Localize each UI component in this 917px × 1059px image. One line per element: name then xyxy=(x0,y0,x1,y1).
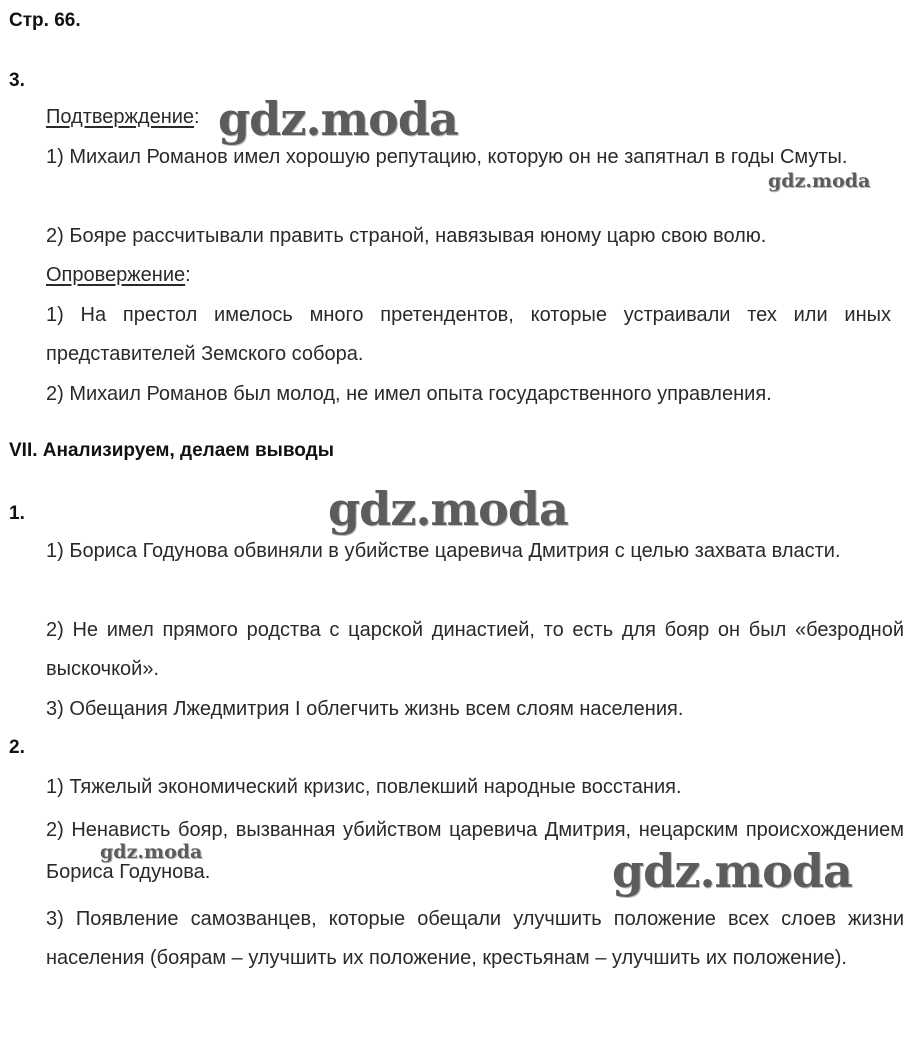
confirm-item-2: 2) Бояре рассчитывали править страной, навязывая юному царю свою волю. xyxy=(46,225,767,247)
watermark-logo: gdz.moda xyxy=(768,170,871,192)
section-title: VII. Анализируем, делаем выводы xyxy=(9,440,334,461)
watermark-logo: gdz.moda xyxy=(100,841,203,863)
watermark-logo: gdz.moda xyxy=(218,92,458,146)
task-1-number: 1. xyxy=(9,503,25,524)
task-3-number: 3. xyxy=(9,70,25,91)
page-header: Стр. 66. xyxy=(9,10,81,31)
task-1-item-1: 1) Бориса Годунова обвиняли в убийстве царевича Дмитрия с целью захвата власти. xyxy=(46,540,841,562)
task-2-item-3: 3) Появление самозванцев, которые обещали улучшить положение всех слоев жизни населения (боярам – улучшить их положение, крестьянам – улучшить их положение). xyxy=(46,908,904,969)
refute-item-2: 2) Михаил Романов был молод, не имел опыта государственного управления. xyxy=(46,383,772,405)
task-2-item-1: 1) Тяжелый экономический кризис, повлекший народные восстания. xyxy=(46,776,682,798)
refute-label: Опровержение xyxy=(46,264,186,286)
confirm-label: Подтверждение xyxy=(46,106,195,128)
refute-item-1: 1) На престол имелось много претендентов, которые устраивали тех или иных представителей Земского собора. xyxy=(46,304,891,365)
task-2-number: 2. xyxy=(9,737,25,758)
confirm-item-1: 1) Михаил Романов имел хорошую репутацию, которую он не запятнал в годы Смуты. xyxy=(46,146,848,168)
refute-heading: Опровержение: xyxy=(46,264,191,286)
confirm-heading: Подтверждение: xyxy=(46,106,200,128)
watermark-logo: gdz.moda xyxy=(612,844,852,898)
task-1-item-3: 3) Обещания Лжедмитрия I облегчить жизнь всем слоям населения. xyxy=(46,698,684,720)
task-2-item-2: 2) Ненависть бояр, вызванная убийством царевича Дмитрия, нецарским происхождением Бориса Годунова. xyxy=(46,819,904,883)
watermark-logo: gdz.moda xyxy=(328,482,568,536)
task-1-item-2: 2) Не имел прямого родства с царской династией, то есть для бояр он был «безродной выскочкой». xyxy=(46,619,904,680)
